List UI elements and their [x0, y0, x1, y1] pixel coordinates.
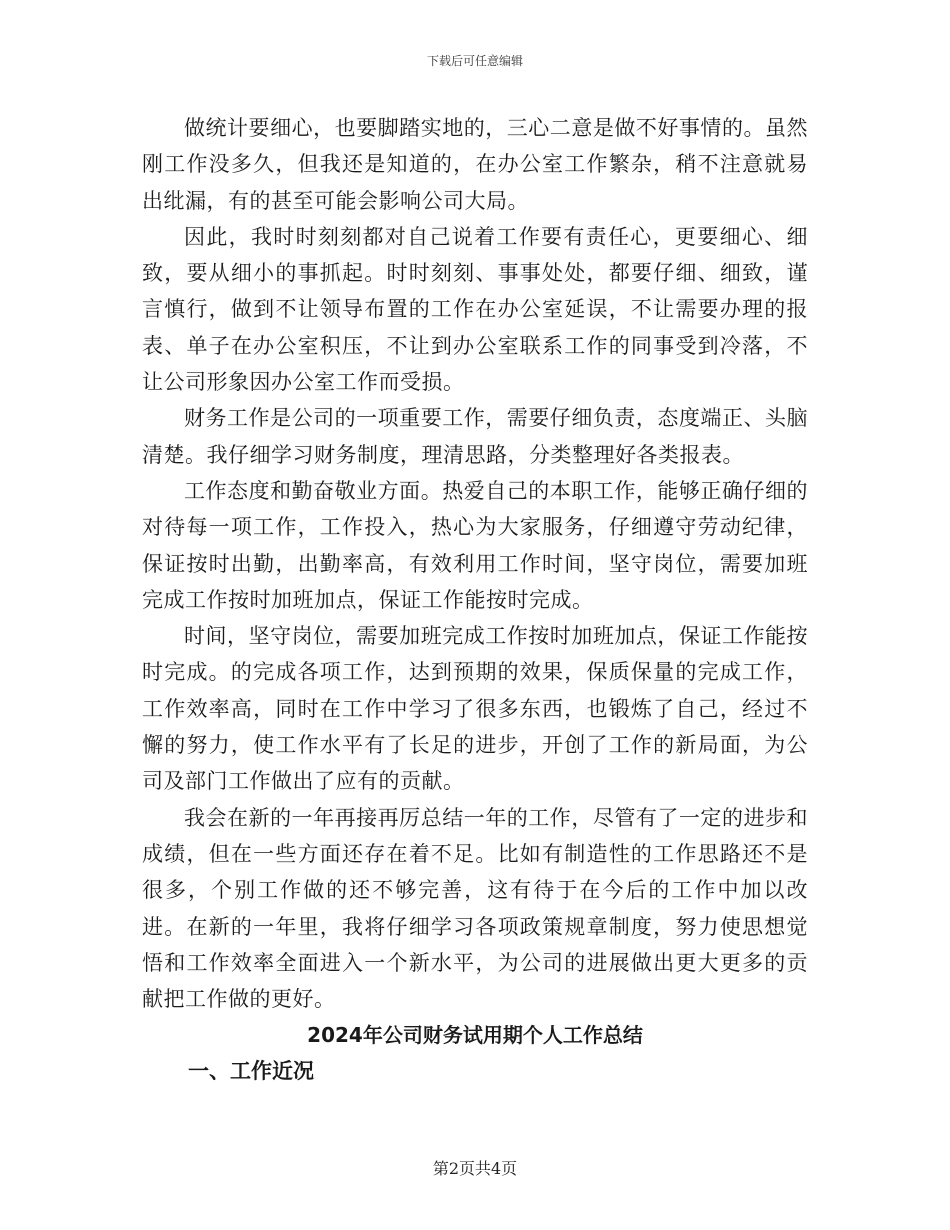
- document-title: 2024年公司财务试用期个人工作总结: [307, 1023, 643, 1048]
- paragraph-5: 时间，坚守岗位，需要加班完成工作按时加班加点，保证工作能按时完成。的完成各项工作，达到预期的效果，保质保量的完成工作，工作效率高，同时在工作中学习了很多东西，也锻炼了自己，经过不懈的努力，使工作水平有了长足的进步，开创了工作的新局面，为公司及部门工作做出了应有的贡献。: [142, 624, 808, 794]
- page-number: 第2页共4页: [432, 1159, 518, 1178]
- section-heading: 一、工作近况: [188, 1059, 314, 1084]
- document-body: [142, 110, 808, 1089]
- paragraph-2: 因此，我时时刻刻都对自己说着工作要有责任心，更要细心、细致，要从细小的事抓起。时时刻刻、事事处处，都要仔细、细致，谨言慎行，做到不让领导布置的工作在办公室延误，不让需要办理的报表、单子在办公室积压，不让到办公室联系工作的同事受到冷落，不让公司形象因办公室工作而受损。: [142, 224, 808, 395]
- paragraph-3: 财务工作是公司的一项重要工作，需要仔细负责，态度端正、头脑清楚。我仔细学习财务制度，理清思路，分类整理好各类报表。: [142, 406, 808, 467]
- paragraph-4: 工作态度和勤奋敬业方面。热爱自己的本职工作，能够正确仔细的对待每一项工作，工作投入，热心为大家服务，仔细遵守劳动纪律，保证按时出勤，出勤率高，有效利用工作时间，坚守岗位，需要加班完成工作按时加班加点，保证工作能按时完成。: [142, 478, 808, 612]
- page-header-note: 下载后可任意编辑: [426, 54, 523, 68]
- paragraph-1: 做统计要细心，也要脚踏实地的，三心二意是做不好事情的。虽然刚工作没多久，但我还是知道的，在办公室工作繁杂，稍不注意就易出纰漏，有的甚至可能会影响公司大局。: [142, 116, 808, 213]
- paragraph-6: 我会在新的一年再接再厉总结一年的工作，尽管有了一定的进步和成绩，但在一些方面还存在着不足。比如有制造性的工作思路还不是很多，个别工作做的还不够完善，这有待于在今后的工作中加以改进。在新的一年里，我将仔细学习各项政策规章制度，努力使思想觉悟和工作效率全面进入一个新水平，为公司的进展做出更大更多的贡献把工作做的更好。: [142, 805, 808, 1012]
